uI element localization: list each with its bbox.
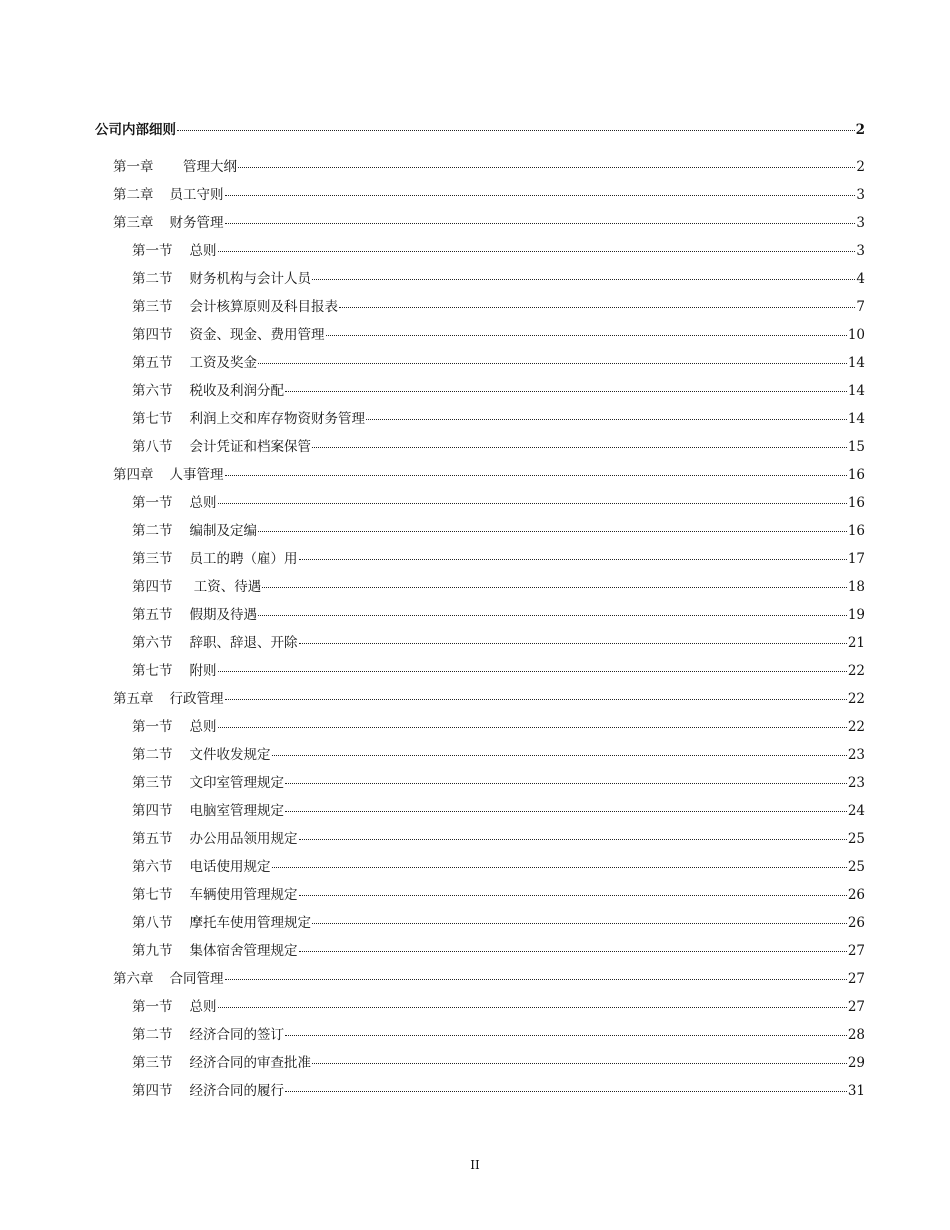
- dot-leader: [218, 727, 847, 728]
- dot-leader: [339, 307, 855, 308]
- dot-leader: [218, 671, 847, 672]
- toc-entry-number: 第二节: [132, 271, 173, 287]
- toc-entry-page: 3: [856, 243, 865, 259]
- toc-entry-number: 第四章: [113, 467, 154, 483]
- toc-entry-number: 第六节: [132, 635, 173, 651]
- toc-entry-page: 24: [847, 803, 865, 819]
- toc-section-entry[interactable]: [95, 995, 865, 1023]
- toc-entry-page: 27: [847, 999, 865, 1015]
- toc-entry-number: 第二节: [132, 523, 173, 539]
- dot-leader: [366, 419, 847, 420]
- dot-leader: [238, 167, 855, 168]
- toc-chapter-entry[interactable]: [95, 211, 865, 239]
- toc-entry-title: 总则: [189, 999, 217, 1015]
- toc-entry-page: 29: [847, 1055, 865, 1071]
- toc-entry-number: 第一节: [132, 243, 173, 259]
- toc-entry-number: 第四节: [132, 803, 173, 819]
- dot-leader: [299, 895, 847, 896]
- dot-leader: [258, 615, 847, 616]
- toc-entry-title: 税收及利润分配: [189, 383, 284, 399]
- dot-leader: [285, 783, 847, 784]
- toc-entry-title: 文件收发规定: [189, 747, 271, 763]
- toc-entry-number: 第一节: [132, 719, 173, 735]
- toc-section-entry[interactable]: [95, 519, 865, 547]
- toc-section-entry[interactable]: [95, 939, 865, 967]
- toc-entry-number: 第四节: [132, 1083, 173, 1099]
- toc-entry-title: 工资、待遇: [189, 579, 262, 595]
- toc-entry-page: 16: [847, 467, 865, 483]
- toc-entry-title: 假期及待遇: [189, 607, 257, 623]
- toc-entry-number: 第六节: [132, 859, 173, 875]
- dot-leader: [177, 130, 855, 131]
- toc-section-entry[interactable]: [95, 603, 865, 631]
- toc-entry-page: 21: [847, 635, 865, 651]
- toc-entry-number: 第六章: [113, 971, 154, 987]
- toc-section-entry[interactable]: [95, 435, 865, 463]
- toc-entry-title: 会计核算原则及科目报表: [189, 299, 338, 315]
- toc-entry-number: 第五节: [132, 355, 173, 371]
- toc-entry-number: 第一节: [132, 999, 173, 1015]
- toc-section-entry[interactable]: [95, 491, 865, 519]
- toc-section-entry[interactable]: [95, 827, 865, 855]
- dot-leader: [285, 391, 847, 392]
- toc-entry-title: 人事管理: [169, 467, 224, 483]
- toc-entry-title: 集体宿舍管理规定: [189, 943, 298, 959]
- toc-section-entry[interactable]: [95, 407, 865, 435]
- toc-entry-title: 利润上交和库存物资财务管理: [189, 411, 365, 427]
- toc-entry-number: 第七节: [132, 663, 173, 679]
- toc-entry-page: 7: [856, 299, 865, 315]
- toc-entry-title: 车辆使用管理规定: [189, 887, 298, 903]
- toc-entry-number: 第四节: [132, 579, 173, 595]
- toc-entry-page: 27: [847, 943, 865, 959]
- toc-chapter-entry[interactable]: [95, 155, 865, 183]
- dot-leader: [312, 923, 847, 924]
- table-of-contents: [95, 118, 865, 1107]
- toc-section-entry[interactable]: [95, 743, 865, 771]
- toc-entry-number: 第二节: [132, 747, 173, 763]
- toc-entry-page: 15: [847, 439, 865, 455]
- toc-section-entry[interactable]: [95, 239, 865, 267]
- toc-section-entry[interactable]: [95, 323, 865, 351]
- toc-section-entry[interactable]: [95, 911, 865, 939]
- dot-leader: [312, 1063, 847, 1064]
- toc-entry-number: 第九节: [132, 943, 173, 959]
- toc-entry-number: 第八节: [132, 439, 173, 455]
- toc-entry-title: 公司内部细则: [95, 122, 176, 138]
- dot-leader: [225, 979, 847, 980]
- toc-entry-page: 28: [847, 1027, 865, 1043]
- toc-entry-title: 编制及定编: [189, 523, 257, 539]
- toc-entry-page: 31: [847, 1083, 865, 1099]
- toc-entry-title: 工资及奖金: [189, 355, 257, 371]
- dot-leader: [299, 643, 847, 644]
- toc-entry-number: 第三节: [132, 775, 173, 791]
- toc-section-entry[interactable]: [95, 1051, 865, 1079]
- toc-entry-title: 行政管理: [169, 691, 224, 707]
- toc-entry-page: 16: [847, 523, 865, 539]
- toc-entry-page: 23: [847, 747, 865, 763]
- toc-entry-title: 总则: [189, 719, 217, 735]
- toc-section-entry[interactable]: [95, 379, 865, 407]
- dot-leader: [272, 867, 847, 868]
- toc-entry-page: 10: [847, 327, 865, 343]
- toc-entry-page: 2: [856, 159, 865, 175]
- dot-leader: [285, 811, 847, 812]
- toc-section-entry[interactable]: [95, 659, 865, 687]
- toc-entry-page: 16: [847, 495, 865, 511]
- dot-leader: [225, 223, 856, 224]
- toc-entry-number: 第三章: [113, 215, 154, 231]
- toc-entry-title: 辞职、辞退、开除: [189, 635, 298, 651]
- toc-entry-number: 第五章: [113, 691, 154, 707]
- toc-heading[interactable]: [95, 118, 865, 155]
- toc-section-entry[interactable]: [95, 771, 865, 799]
- dot-leader: [272, 755, 847, 756]
- toc-entry-page: 19: [847, 607, 865, 623]
- toc-entry-title: 办公用品领用规定: [189, 831, 298, 847]
- dot-leader: [225, 195, 856, 196]
- toc-entry-page: 26: [847, 887, 865, 903]
- toc-chapter-entry[interactable]: [95, 967, 865, 995]
- toc-entry-number: 第二章: [113, 187, 154, 203]
- toc-section-entry[interactable]: [95, 267, 865, 295]
- toc-section-entry[interactable]: [95, 855, 865, 883]
- toc-section-entry[interactable]: [95, 1023, 865, 1051]
- toc-chapter-entry[interactable]: [95, 183, 865, 211]
- dot-leader: [299, 951, 847, 952]
- dot-leader: [218, 251, 856, 252]
- toc-entry-number: 第六节: [132, 383, 173, 399]
- toc-entry-title: 会计凭证和档案保管: [189, 439, 311, 455]
- toc-entry-title: 资金、现金、费用管理: [189, 327, 325, 343]
- toc-entry-page: 17: [847, 551, 865, 567]
- toc-section-entry[interactable]: [95, 1079, 865, 1107]
- toc-entry-page: 22: [847, 719, 865, 735]
- toc-entry-page: 2: [855, 122, 865, 138]
- toc-section-entry[interactable]: [95, 295, 865, 323]
- toc-entry-title: 合同管理: [169, 971, 224, 987]
- toc-entry-number: 第一章: [113, 159, 154, 175]
- toc-entry-title: 电话使用规定: [189, 859, 271, 875]
- toc-section-entry[interactable]: [95, 883, 865, 911]
- toc-section-entry[interactable]: [95, 351, 865, 379]
- dot-leader: [285, 1091, 847, 1092]
- toc-entry-number: 第七节: [132, 411, 173, 427]
- dot-leader: [299, 839, 847, 840]
- toc-entry-number: 第三节: [132, 299, 173, 315]
- dot-leader: [326, 335, 847, 336]
- toc-entry-title: 经济合同的审查批准: [189, 1055, 311, 1071]
- toc-entry-page: 25: [847, 831, 865, 847]
- toc-entry-number: 第一节: [132, 495, 173, 511]
- toc-entry-title: 员工的聘（雇）用: [189, 551, 298, 567]
- toc-entry-page: 23: [847, 775, 865, 791]
- dot-leader: [299, 559, 847, 560]
- toc-entry-title: 员工守则: [169, 187, 224, 203]
- toc-entry-title: 财务管理: [169, 215, 224, 231]
- toc-section-entry[interactable]: [95, 631, 865, 659]
- dot-leader: [312, 447, 847, 448]
- toc-entry-title: 总则: [189, 495, 217, 511]
- toc-entry-page: 25: [847, 859, 865, 875]
- toc-entry-page: 18: [847, 579, 865, 595]
- dot-leader: [258, 363, 847, 364]
- toc-entry-page: 14: [847, 355, 865, 371]
- toc-entry-title: 管理大纲: [169, 159, 237, 175]
- toc-entry-number: 第四节: [132, 327, 173, 343]
- toc-entry-page: 3: [856, 215, 865, 231]
- toc-entry-number: 第七节: [132, 887, 173, 903]
- toc-section-entry[interactable]: [95, 715, 865, 743]
- toc-entry-title: 摩托车使用管理规定: [189, 915, 311, 931]
- toc-chapter-entry[interactable]: [95, 687, 865, 715]
- toc-entry-number: 第三节: [132, 551, 173, 567]
- toc-entry-title: 总则: [189, 243, 217, 259]
- toc-entry-page: 22: [847, 691, 865, 707]
- toc-entry-page: 22: [847, 663, 865, 679]
- toc-entry-number: 第八节: [132, 915, 173, 931]
- dot-leader: [225, 475, 847, 476]
- toc-entry-page: 26: [847, 915, 865, 931]
- toc-entry-page: 14: [847, 411, 865, 427]
- toc-entry-number: 第五节: [132, 831, 173, 847]
- toc-entry-number: 第五节: [132, 607, 173, 623]
- dot-leader: [285, 1035, 847, 1036]
- toc-section-entry[interactable]: [95, 575, 865, 603]
- dot-leader: [218, 503, 847, 504]
- dot-leader: [262, 587, 847, 588]
- toc-entry-number: 第三节: [132, 1055, 173, 1071]
- toc-entry-title: 经济合同的履行: [189, 1083, 284, 1099]
- dot-leader: [312, 279, 855, 280]
- toc-entry-title: 附则: [189, 663, 217, 679]
- page-number: II: [470, 1158, 480, 1172]
- toc-section-entry[interactable]: [95, 799, 865, 827]
- toc-section-entry[interactable]: [95, 547, 865, 575]
- toc-entry-title: 财务机构与会计人员: [189, 271, 311, 287]
- dot-leader: [258, 531, 847, 532]
- toc-entry-title: 电脑室管理规定: [189, 803, 284, 819]
- dot-leader: [225, 699, 847, 700]
- toc-entry-page: 4: [856, 271, 865, 287]
- toc-entry-page: 3: [856, 187, 865, 203]
- toc-entry-page: 27: [847, 971, 865, 987]
- toc-chapter-entry[interactable]: [95, 463, 865, 491]
- toc-entry-page: 14: [847, 383, 865, 399]
- toc-entry-title: 文印室管理规定: [189, 775, 284, 791]
- toc-entry-title: 经济合同的签订: [189, 1027, 284, 1043]
- dot-leader: [218, 1007, 847, 1008]
- toc-entry-number: 第二节: [132, 1027, 173, 1043]
